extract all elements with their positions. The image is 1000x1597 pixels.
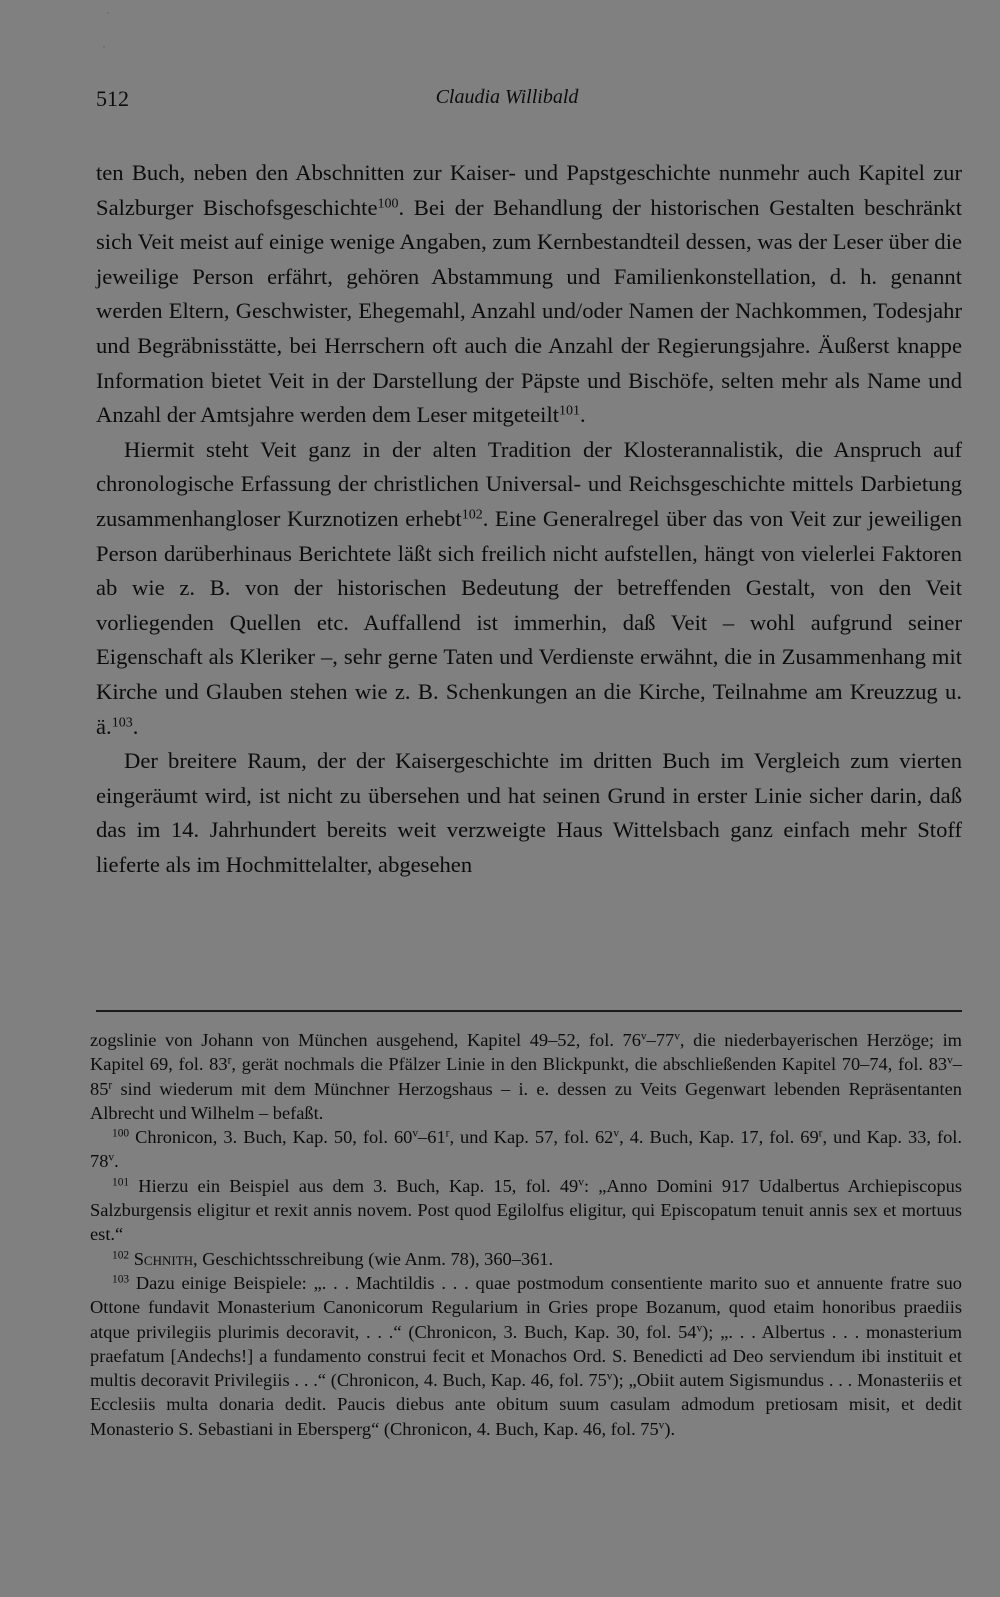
superscript: v (947, 1055, 953, 1068)
text-run: . Bei der Behandlung der historischen Gestalten beschränkt sich Veit meist auf einige wenige Angaben, zum Kernbestandteil dessen, was der Leser über die jeweilige Person erfährt, gehören Abstammung und Familienkonstellation, d. h. genannt werden Eltern, Geschwister, Ehegemahl, Anzahl und/oder Namen der Nachkommen, Todesjahr und Begräbnisstätte, bei Herrschern oft auch die Anzahl der Regierungsjahre. Äußerst knappe Information bietet Veit in der Darstellung der Päpste und Bischöfe, selten mehr als Name und Anzahl der Amtsjahre werden dem Leser mitgeteilt (96, 194, 962, 428)
text-run: . Eine Generalregel über das von Veit zur jeweiligen Person darüberhinaus Berichtete läßt sich freilich nicht aufstellen, hängt von vielerlei Faktoren ab wie z. B. von der historischen Bedeutung der betreffenden Gestalt, von den Veit vorliegenden Quellen etc. Auffallend ist immerhin, daß Veit – wohl aufgrund seiner Eigenschaft als Kleriker –, sehr gerne Taten und Verdienste erwähnt, die in Zusammenhang mit Kirche und Glauben stehen wie z. B. Schenkungen an die Kirche, Teilnahme am Kreuzzug u. ä. (96, 505, 962, 739)
footnote-ref-101: 101 (559, 403, 581, 419)
paragraph-2 (96, 433, 962, 744)
superscript: r (818, 1127, 823, 1140)
text-run: : „Anno Domini 917 Udalbertus Archiepiscopus Salzburgensis eligitur et rexit annis novem. Post quod Egilolfus eligitur, qui Episcopatum tenuit annis sex et mortuus est.“ (90, 1175, 962, 1245)
superscript: v (640, 1030, 647, 1043)
footnote-100 (90, 1125, 962, 1174)
text-run: Hiermit steht Veit ganz in der alten Tradition der Klosterannalistik, die Anspruch auf chronologische Erfassung der christlichen Universal- und Reichsgeschichte mittels Darbietung zusammenhangloser Kurznotizen erhebt (96, 436, 962, 531)
text-run: . (132, 713, 139, 739)
superscript: v (613, 1127, 620, 1140)
superscript: v (674, 1030, 680, 1043)
superscript: v (696, 1322, 703, 1335)
text-run: ). (664, 1418, 676, 1439)
text-run: sind wiederum mit dem Münchner Herzogshaus – i. e. dessen zu Veits Gegenwart lebenden Repräsentanten Albrecht und Wilhelm – befaßt. (90, 1078, 962, 1123)
text-run: , 4. Buch, Kap. 17, fol. 69 (619, 1127, 819, 1148)
footnote-separator (96, 1010, 962, 1012)
text-run: . (580, 402, 586, 428)
superscript: v (658, 1419, 665, 1432)
superscript: r (108, 1079, 113, 1092)
text-run: , Geschichtsschreibung (wie Anm. 78), 360–361. (193, 1248, 554, 1269)
text-run: Dazu einige Beispiele: „. . . Machtildis . . . quae postmodum consentiente marito suo et annuente fratre suo Ottone fundavit Monasterium Canonicorum Regularium in Gries prope Bozanum, quod etaim honoribus praediis atque privilegiis plurimis decoravit, . . .“ (Chronicon, 3. Buch, Kap. 30, fol. 54 (90, 1272, 962, 1342)
footnotes (90, 1028, 962, 1441)
footnote-103 (90, 1271, 962, 1441)
page-header (96, 86, 918, 122)
text-run: , die niederbayerischen Herzöge; im Kapitel 69, fol. 83 (90, 1030, 962, 1075)
text-run: ); „. . . Albertus . . . monasterium praefatum [Andechs!] a fundamento construi fecit et Monachos Ord. S. Benedicti ad Deo serviendum ibi instituit et multis decoravit Privilegiis . . .“ (Chronicon, 4. Buch, Kap. 46, fol. 75 (90, 1321, 962, 1391)
footnote-ref-102: 102 (461, 507, 483, 523)
footnote-number: 100 (112, 1127, 130, 1140)
superscript: v (412, 1127, 419, 1140)
footnote-number: 101 (112, 1176, 130, 1189)
text-run: –85 (90, 1054, 962, 1099)
text-run: , und Kap. 57, fol. 62 (449, 1127, 614, 1148)
paragraph-1 (96, 156, 962, 433)
text-run: ); „Obiit autem Sigismundus . . . Monasteriis et Ecclesiis multa donaria dedit. Paucis diebus ante obitum suum casulam admodum pretiosam misit, et dedit Monasterio S. Sebastiani in Ebersperg“ (Chronicon, 4. Buch, Kap. 46, fol. 75 (90, 1370, 962, 1439)
running-head: Claudia Willibald (435, 86, 579, 108)
text-run: Chronicon, 3. Buch, Kap. 50, fol. 60 (129, 1127, 413, 1148)
superscript: r (227, 1055, 232, 1068)
superscript: v (578, 1176, 584, 1189)
text-run: . (114, 1151, 119, 1172)
superscript: v (606, 1370, 613, 1383)
footnote-ref-100: 100 (377, 195, 399, 211)
footnote-continuation (90, 1028, 962, 1125)
superscript: r (445, 1127, 450, 1140)
footnote-ref-103: 103 (111, 714, 133, 730)
scan-speck (103, 46, 105, 48)
main-text (96, 156, 962, 882)
text-run: –61 (418, 1127, 446, 1148)
paragraph-3: Der breitere Raum, der der Kaisergeschichte im dritten Buch im Vergleich zum vierten eingeräumt wird, ist nicht zu übersehen und hat seinen Grund in erster Linie sicher darin, daß das im 14. Jahrhundert bereits weit verzweigte Haus Wittelsbach ganz einfach mehr Stoff lieferte als im Hochmittelalter, abgesehen (96, 748, 962, 877)
text-run: Hierzu ein Beispiel aus dem 3. Buch, Kap. 15, fol. 49 (129, 1175, 579, 1196)
text-run: , und Kap. 33, fol. 78 (90, 1127, 962, 1172)
text-run: ten Buch, neben den Abschnitten zur Kaiser- und Papstgeschichte nunmehr auch Kapitel zur Salzburger Bischofsgeschichte (96, 160, 962, 220)
text-run: –77 (646, 1030, 675, 1050)
text-run: , gerät nochmals die Pfälzer Linie in den Blickpunkt, die abschließenden Kapitel 70–74, fol. 83 (231, 1054, 948, 1075)
text-run: zogslinie von Johann von München ausgehend, Kapitel 49–52, fol. 76 (90, 1030, 641, 1050)
footnote-101 (90, 1174, 962, 1247)
page-number: 512 (96, 86, 129, 111)
scan-speck (107, 12, 109, 14)
footnote-102 (90, 1247, 962, 1271)
author-name: Schnith (133, 1248, 194, 1269)
footnote-number: 102 (112, 1249, 130, 1262)
superscript: v (108, 1152, 115, 1165)
footnote-number: 103 (112, 1273, 130, 1286)
